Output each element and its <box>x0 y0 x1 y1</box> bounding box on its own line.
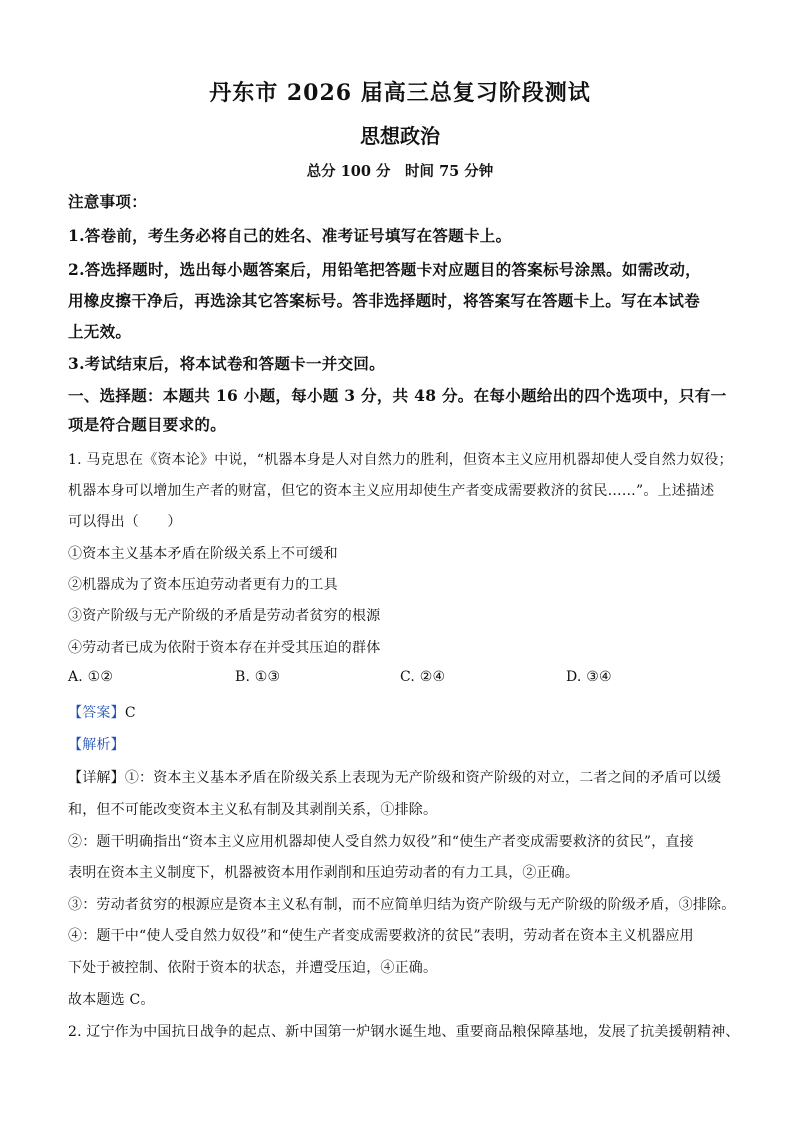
q1-statement-1: ①资本主义基本矛盾在阶级关系上不可缓和 <box>68 546 338 562</box>
q1-detail-4-line-1: ④：题干中“使人受自然力奴役”和“使生产者变成需要救济的贫民”表明，劳动者在资本主义机器应用 <box>68 928 694 944</box>
page-title: 丹东市 2026 届高三总复习阶段测试 <box>209 80 591 106</box>
q1-stem-line-3: 可以得出（ ） <box>68 514 182 530</box>
q1-conclusion: 故本题选 C。 <box>68 992 155 1008</box>
q1-detail-1-line-1 <box>68 767 721 787</box>
answer-tag: 【答案】 <box>68 705 125 721</box>
q1-statement-4: ④劳动者已成为依附于资本存在并受其压迫的群体 <box>68 640 381 656</box>
q1-detail-3: ③：劳动者贫穷的根源应是资本主义私有制，而不应简单归结为资产阶级与无产阶级的阶级矛盾，③排除。 <box>68 897 736 913</box>
notice-heading: 注意事项： <box>68 192 148 211</box>
exam-meta: 总分 100 分 时间 75 分钟 <box>306 163 494 180</box>
subject-title: 思想政治 <box>360 124 440 148</box>
notice-item-2-line-2: 用橡皮擦干净后，再选涂其它答案标号。答非选择题时，将答案写在答题卡上。写在本试卷 <box>68 291 701 310</box>
notice-item-1: 1.答卷前，考生务必将自己的姓名、准考证号填写在答题卡上。 <box>68 226 512 245</box>
section-heading-line-2: 项是符合题目要求的。 <box>68 415 227 434</box>
detail-text: ①：资本主义基本矛盾在阶级关系上表现为无产阶级和资产阶级的对立，二者之间的矛盾可以缓 <box>124 770 722 786</box>
notice-item-3: 3.考试结束后，将本试卷和答题卡一并交回。 <box>68 354 385 373</box>
answer-value: C <box>124 705 136 721</box>
q1-statement-2: ②机器成为了资本压迫劳动者更有力的工具 <box>68 577 338 593</box>
q1-option-c: C. ②④ <box>400 669 446 685</box>
q1-detail-2-line-1: ②：题干明确指出“资本主义应用机器却使人受自然力奴役”和“使生产者变成需要救济的贫民”，直接 <box>68 834 694 850</box>
q1-option-a: A. ①② <box>68 669 114 685</box>
q1-option-d: D. ③④ <box>566 669 612 685</box>
q1-detail-4-line-2: 下处于被控制、依附于资本的状态，并遭受压迫，④正确。 <box>68 960 438 976</box>
q1-detail-1-line-2: 和，但不可能改变资本主义私有制及其剥削关系，①排除。 <box>68 802 438 818</box>
q1-detail-2-line-2: 表明在资本主义制度下，机器被资本用作剥削和压迫劳动者的有力工具，②正确。 <box>68 865 580 881</box>
q1-statement-3: ③资产阶级与无产阶级的矛盾是劳动者贫穷的根源 <box>68 608 381 624</box>
q1-answer-row <box>68 702 136 722</box>
section-heading-line-1: 一、选择题：本题共 16 小题，每小题 3 分，共 48 分。在每小题给出的四个选项中，只有一 <box>68 386 727 405</box>
q1-stem-line-1: 1. 马克思在《资本论》中说，“机器本身是人对自然力的胜利，但资本主义应用机器却使人受自然力奴役； <box>68 452 733 468</box>
detail-tag: 【详解】 <box>68 770 125 786</box>
notice-item-2-line-1: 2.答选择题时，选出每小题答案后，用铅笔把答题卡对应题目的答案标号涂黑。如需改动， <box>68 260 701 279</box>
notice-item-2-line-3: 上无效。 <box>68 322 132 341</box>
q1-stem-line-2: 机器本身可以增加生产者的财富，但它的资本主义应用却使生产者变成需要救济的贫民……”。上述描述 <box>68 483 715 499</box>
analysis-tag: 【解析】 <box>68 737 125 753</box>
q2-stem-line-1: 2. 辽宁作为中国抗日战争的起点、新中国第一炉钢水诞生地、重要商品粮保障基地，发展了抗美援朝精神、 <box>68 1024 740 1040</box>
q1-option-b: B. ①③ <box>235 669 281 685</box>
